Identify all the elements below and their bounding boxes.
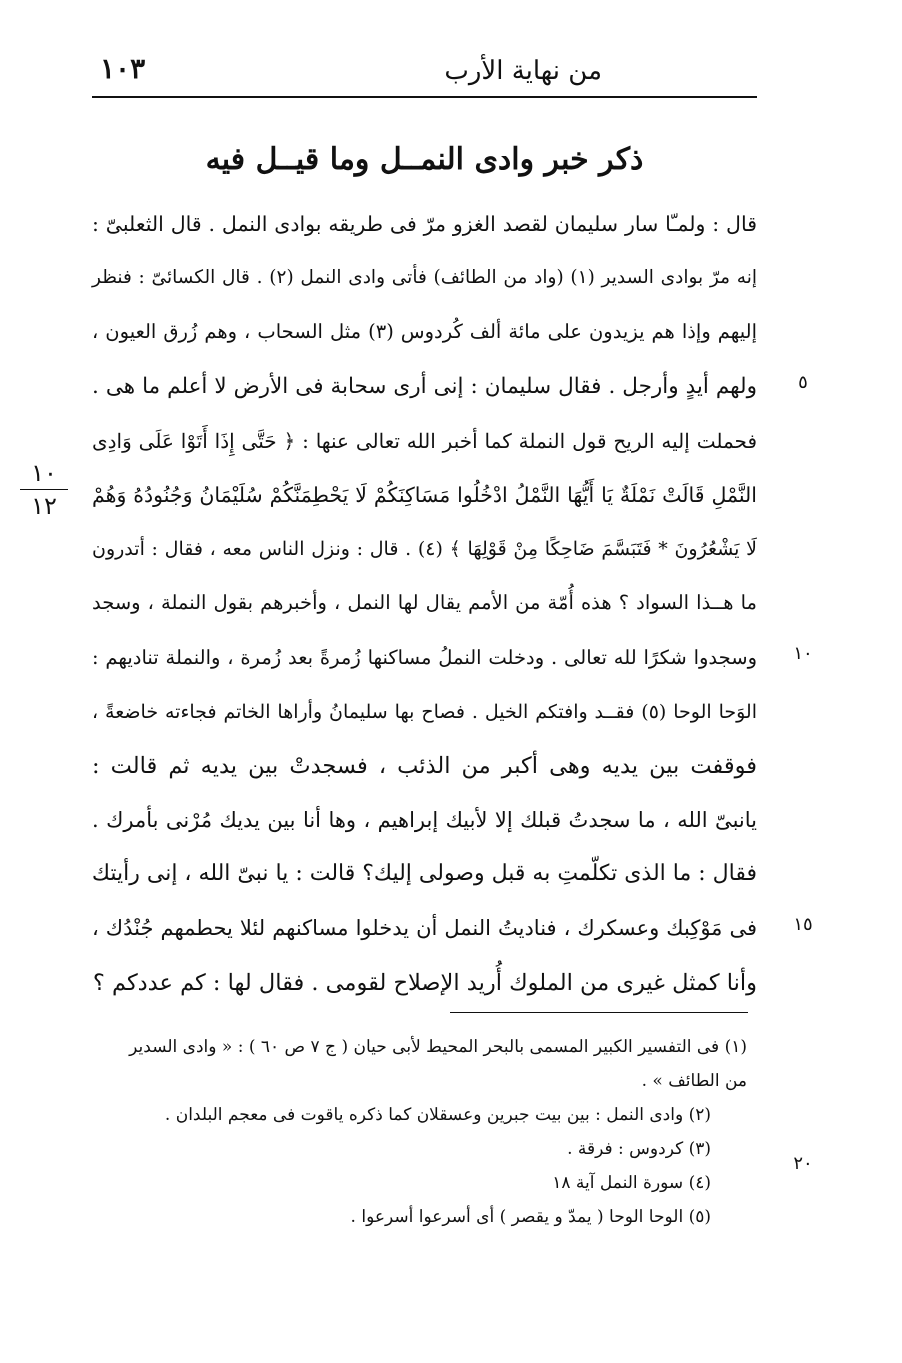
- text-line: لَا يَشْعُرُونَ * فَتَبَسَّمَ ضَاحِكًا مِنْ قَوْلِهَا ﴾ (٤) . قال : ونزل الناس معه ، فقال : أتدرون: [92, 538, 758, 561]
- footnote: (٣) كردوس : فرقة .: [567, 1139, 711, 1159]
- text-line: النَّمْلِ قَالَتْ نَمْلَةٌ يَا أَيُّهَا النَّمْلُ ادْخُلُوا مَسَاكِنَكُمْ لَا يَحْطِمَنَّكُمْ سُلَيْمَانُ وَجُنُودُهُ وَهُمْ: [92, 482, 757, 507]
- page-marker-bottom: ١٢: [31, 492, 57, 520]
- text-line: وسجدوا شكرًا لله تعالى . ودخلت النملُ مساكنها زُمرةً بعد زُمرة ، والنملة تناديهم :: [92, 645, 757, 669]
- footnote: (١) فى التفسير الكبير المسمى بالبحر المحيط لأبى حيان ( ج ٧ ص ٦٠ ) : « وادى السدير: [129, 1037, 747, 1057]
- page-marker-rule: [20, 489, 68, 490]
- body-text: [92, 197, 757, 1010]
- text-line: الوَحا الوحا (٥) فقــد وافتكم الخيل . فصاح بها سليمانُ وأراها الخاتم فجاءته خاضعةً ،: [92, 700, 758, 723]
- text-line: قال : ولمـّا سار سليمان لقصد الغزو مرّ فى طريقه بوادى النمل . قال الثعلبىّ :: [92, 212, 757, 236]
- margin-line-number: ١٠: [793, 643, 813, 664]
- footnote: (٤) سورة النمل آية ١٨: [552, 1173, 711, 1193]
- text-line: فحملت إليه الريح قول النملة كما أخبر الله تعالى عنها : ﴿ حَتَّى إِذَا أَتَوْا عَلَى وَادِى: [92, 428, 757, 453]
- margin-line-number: ٢٠: [793, 1153, 813, 1174]
- page-marker: [14, 460, 74, 519]
- text-line: ولهم أيدٍ وأرجل . فقال سليمان : إنى أرى سحابة فى الأرض لا أعلم ما هى .: [92, 373, 757, 399]
- margin-line-number: ١٥: [793, 914, 813, 935]
- text-line: وأنا كمثل غيرى من الملوك أُريد الإصلاح لقومى . فقال لها : كم عددكم ؟: [92, 969, 757, 996]
- section-title: ذكر خبر وادى النمــل وما قيــل فيه: [205, 142, 644, 177]
- text-line: فى مَوْكِبك وعسكرك ، فناديتُ النمل أن يدخلوا مساكنهم لئلا يحطمهم جُنْدُك ،: [92, 916, 757, 941]
- header-rule: [92, 96, 757, 98]
- margin-line-number: ٥: [798, 372, 808, 393]
- page-marker-top: ١٠: [31, 459, 57, 487]
- text-line: يانبىّ الله ، ما سجدتُ قبلك إلا لأبيك إبراهيم ، وها أنا بين يديك مُرْنى بأمرك .: [92, 808, 757, 833]
- text-line: إنه مرّ بوادى السدير (١) (واد من الطائف) فأتى وادى النمل (٢) . قال الكسائىّ : فنظر: [92, 267, 757, 289]
- footnotes: [92, 1030, 747, 1234]
- text-line: إليهم وإذا هم يزيدون على مائة ألف كُردوس (٣) مثل السحاب ، وهم زُرق العيون ،: [92, 320, 757, 344]
- footnote: (٥) الوحا الوحا ( يمدّ و يقصر ) أى أسرعوا أسرعوا .: [350, 1207, 711, 1227]
- text-line: ما هــذا السواد ؟ هذه أُمّة من الأمم يقال لها النمل ، وأخبرهم بقول النملة ، وسجد: [92, 591, 757, 615]
- running-title: من نهاية الأرب: [444, 56, 602, 86]
- footnote-rule: [450, 1012, 748, 1013]
- page-header: [92, 50, 757, 94]
- footnote: (٢) وادى النمل : بين بيت جبرين وعسقلان كما ذكره ياقوت فى معجم البلدان .: [164, 1105, 711, 1125]
- page-number: ١٠٣: [100, 52, 146, 85]
- footnote-continuation: من الطائف » .: [641, 1071, 747, 1091]
- text-line: فقال : ما الذى تكلّمتِ به قبل وصولى إليك؟ قالت : يا نبىّ الله ، إنى رأيتك: [91, 861, 757, 887]
- text-line: فوقفت بين يديه وهى أكبر من الذئب ، فسجدتْ بين يديه ثم قالت :: [92, 752, 757, 779]
